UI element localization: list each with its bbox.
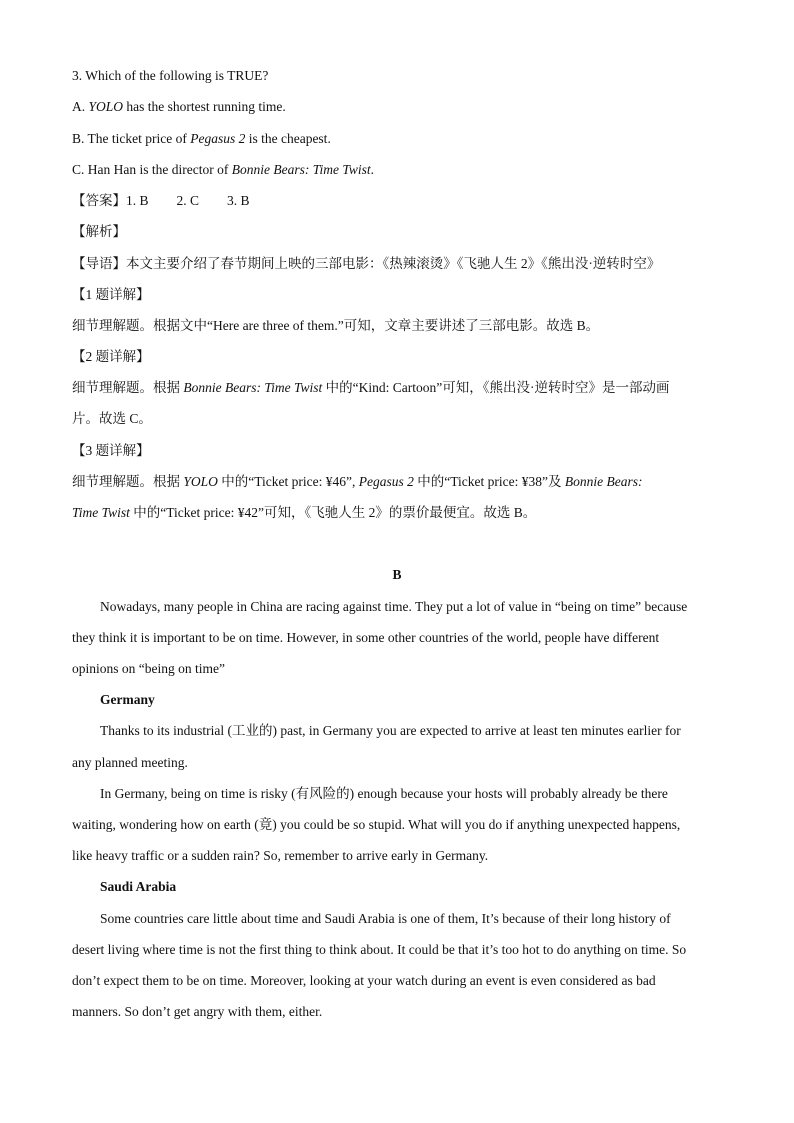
passage-b-heading: B: [392, 567, 402, 582]
guide-line: [72, 255, 722, 273]
guide-text: 本文主要介绍了春节期间上映的三部电影：《热辣滚烫》《飞驰人生 2》《熊出没·逆转时空》: [126, 256, 661, 271]
option-c-title: Bonnie Bears: Time Twist: [231, 162, 371, 177]
passage-b-p1-line2: they think it is important to be on time. However, in some other countries of the world, people have different: [72, 630, 660, 645]
germany-heading: Germany: [100, 692, 155, 707]
q3-mid-1: 中的“Ticket price: ¥46”,: [217, 474, 359, 489]
q2-post: 中的“Kind: Cartoon”可知，《熊出没·逆转时空》是一部动画: [322, 380, 670, 395]
answer-3: 3. B: [227, 193, 250, 208]
answer-tag: 【答案】: [72, 193, 126, 208]
option-c-rest: .: [370, 162, 374, 177]
q3-title-2: Pegasus 2: [358, 474, 414, 489]
q3-detail-text-2: [72, 504, 722, 522]
q3-detail-text: [72, 473, 722, 491]
option-a-label: A.: [72, 99, 89, 114]
saudi-p1-line4: manners. So don’t get angry with them, either.: [72, 1004, 323, 1019]
saudi-p1-line2: desert living where time is not the first thing to think about. It could be that it’s too hot to do anything on time. So: [72, 942, 687, 957]
q2-detail-text: [72, 379, 722, 397]
saudi-p1-line1: Some countries care little about time and Saudi Arabia is one of them, It’s because of their long history of: [100, 911, 671, 926]
q3-title-3b: Time Twist: [72, 505, 130, 520]
q2-detail-text-2: 片。故选 C。: [72, 411, 152, 426]
germany-p1-line1: Thanks to its industrial (工业的) past, in Germany you are expected to arrive at least ten minutes earlier for: [100, 723, 681, 738]
germany-p2-line1: In Germany, being on time is risky (有风险的) enough because your hosts will probably already be there: [100, 786, 668, 801]
q1-detail-text: 细节理解题。根据文中“Here are three of them.”可知，文章主要讲述了三部电影。故选 B。: [72, 318, 600, 333]
q3-title-1: YOLO: [183, 474, 218, 489]
guide-tag: 【导语】: [72, 256, 126, 271]
option-c: [72, 161, 722, 179]
germany-p1-line2: any planned meeting.: [72, 755, 188, 770]
option-b-rest: is the cheapest.: [245, 131, 331, 146]
q2-title: Bonnie Bears: Time Twist: [183, 380, 323, 395]
option-b: [72, 130, 722, 148]
option-a-rest: has the shortest running time.: [123, 99, 286, 114]
answer-1: 1. B: [126, 193, 149, 208]
passage-b-p1-line3: opinions on “being on time”: [72, 661, 225, 676]
option-b-title: Pegasus 2: [190, 131, 246, 146]
q3-title-3a: Bonnie Bears:: [564, 474, 643, 489]
option-a-title: YOLO: [88, 99, 124, 114]
q3-pre: 细节理解题。根据: [72, 474, 184, 489]
analysis-tag: 【解析】: [72, 224, 126, 239]
answer-line: [72, 192, 722, 210]
passage-b-p1-line1: Nowadays, many people in China are racing against time. They put a lot of value in “being on time” because: [100, 599, 688, 614]
option-a: [72, 98, 722, 116]
q3-detail-tag: 【3 题详解】: [72, 443, 150, 458]
q1-detail-tag: 【1 题详解】: [72, 287, 150, 302]
germany-p2-line3: like heavy traffic or a sudden rain? So, remember to arrive early in Germany.: [72, 848, 489, 863]
option-b-label: B. The ticket price of: [72, 131, 191, 146]
option-c-label: C. Han Han is the director of: [72, 162, 232, 177]
q3-mid-2: 中的“Ticket price: ¥38”及: [413, 474, 565, 489]
answer-2: 2. C: [176, 193, 200, 208]
saudi-heading: Saudi Arabia: [100, 879, 177, 894]
germany-p2-line2: waiting, wondering how on earth (竟) you could be so stupid. What will you do if anything unexpected happens,: [72, 817, 681, 832]
q2-pre: 细节理解题。根据: [72, 380, 184, 395]
q2-detail-tag: 【2 题详解】: [72, 349, 150, 364]
q3-post: 中的“Ticket price: ¥42”可知，《飞驰人生 2》的票价最便宜。故选 B。: [129, 505, 537, 520]
question-3-stem: 3. Which of the following is TRUE?: [72, 68, 269, 83]
saudi-p1-line3: don’t expect them to be on time. Moreover, looking at your watch during an event is even considered as bad: [72, 973, 656, 988]
